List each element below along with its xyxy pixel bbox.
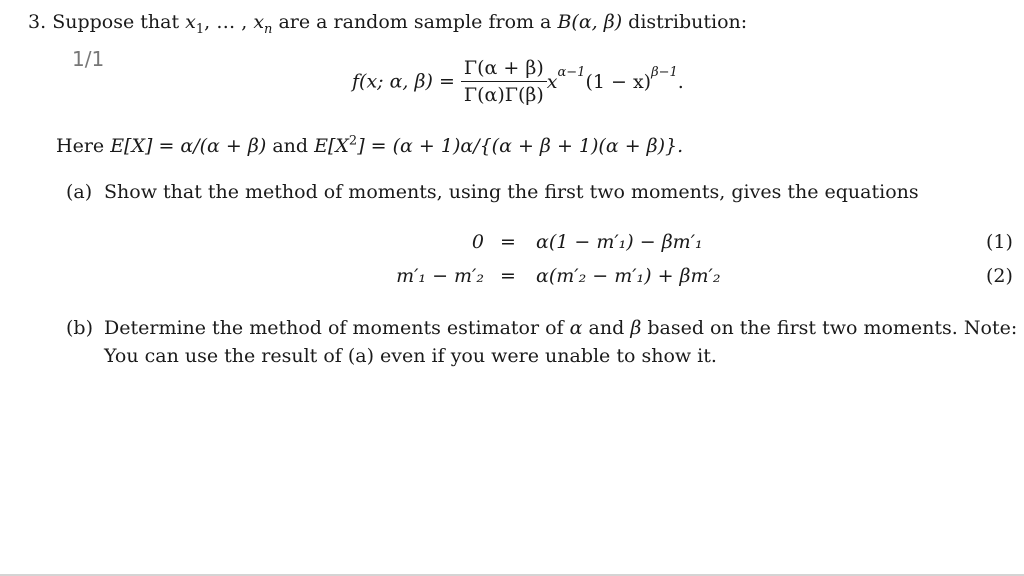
part-b-line-1: Determine the method of moments estimator of α and β based on the first two moments. Note: [104,317,1018,339]
equation-2-lhs: m′₁ − m′₂ [396,265,484,287]
page-counter: 1/1 [72,47,105,71]
part-a-text: Show that the method of moments, using the first two moments, gives the equations [104,181,919,203]
sample-symbol-n: $x_n$ [253,11,273,37]
end-text: distribution: [628,11,748,33]
middle-text: are a random sample from a [278,11,552,33]
density-factor: (1 − x) [585,70,652,93]
part-b-label: (b) [66,317,93,339]
gamma-fraction [461,57,547,106]
equation-1-rhs: α(1 − m′₁) − βm′₁ [536,231,703,253]
equation-1-lhs: 0 [471,231,484,253]
problem-statement [28,11,748,37]
alpha-symbol: α [569,317,583,339]
density-formula [352,57,684,106]
part-b-line-2: You can use the result of (a) even if you were unable to show it. [104,345,717,367]
problem-number: 3. [28,11,47,33]
first-moment: E[X] = α/(α + β) [110,135,267,157]
distribution-symbol: B(α, β) [557,11,623,33]
density-lhs: f(x; α, β) = [352,70,455,93]
moments-statement [56,135,683,157]
here-text: Here [56,135,105,157]
part-a-label: (a) [66,181,93,203]
equation-2-number: (2) [986,265,1013,287]
density-period: . [677,70,684,93]
fraction-denominator: Γ(α)Γ(β) [463,84,544,106]
equation-1-number: (1) [986,231,1013,253]
exponent-beta: β−1 [651,65,678,81]
equation-2-rhs: α(m′₂ − m′₁) + βm′₂ [536,265,721,287]
density-x: x [546,70,558,93]
exponent-alpha: α−1 [557,65,586,81]
and-text: and [272,135,309,157]
intro-text: Suppose that [52,11,180,33]
beta-symbol: β [630,317,642,339]
sample-symbol: $x_1$ [185,11,205,37]
sample-ellipsis: , … , [204,11,254,33]
equation-2-equals: = [500,265,516,287]
equation-1-equals: = [500,231,516,253]
second-moment: $E[X^2] = (\alpha + 1)\alpha/\{(\alpha + \beta + 1)(\alpha + \beta)\}$. [314,133,684,157]
fraction-numerator: Γ(α + β) [461,57,547,82]
